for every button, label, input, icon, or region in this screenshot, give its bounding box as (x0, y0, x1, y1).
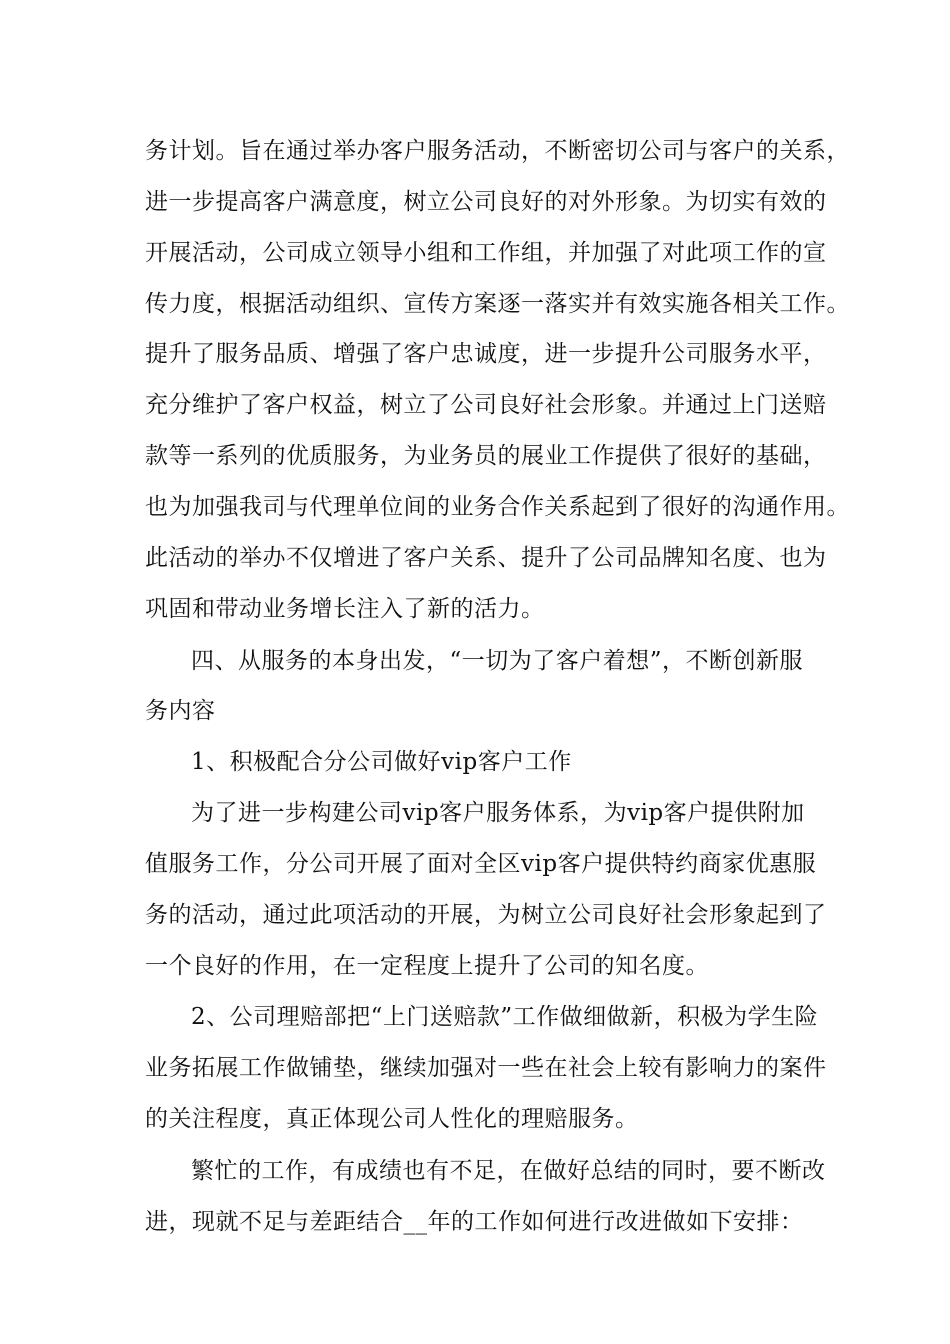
paragraph-line: 繁忙的工作，有成绩也有不足，在做好总结的同时，要不断改 (191, 1158, 826, 1184)
subsection-heading: 2、公司理赔部把“上门送赔款”工作做细做新，积极为学生险 (191, 1004, 819, 1030)
paragraph-line: 提升了服务品质、增强了客户忠诚度，进一步提升公司服务水平， (145, 341, 827, 367)
paragraph-line: 传力度，根据活动组织、宣传方案逐一落实并有效实施各相关工作。 (145, 291, 850, 317)
paragraph-line: 值服务工作，分公司开展了面对全区vip客户提供特约商家优惠服 (145, 851, 817, 877)
paragraph-line: 一个良好的作用，在一定程度上提升了公司的知名度。 (145, 953, 709, 979)
paragraph-line: 进，现就不足与差距结合__年的工作如何进行改进做如下安排： (145, 1209, 804, 1235)
paragraph-line: 为了进一步构建公司vip客户服务体系，为vip客户提供附加 (191, 800, 805, 826)
paragraph-line: 款等一系列的优质服务，为业务员的展业工作提供了很好的基础， (145, 443, 827, 469)
paragraph-line: 此活动的举办不仅增进了客户关系、提升了公司品牌知名度、也为 (145, 545, 827, 571)
section-heading-continued: 务内容 (145, 698, 216, 724)
paragraph-line: 务的活动，通过此项活动的开展，为树立公司良好社会形象起到了 (145, 902, 827, 928)
paragraph-line: 业务拓展工作做铺垫，继续加强对一些在社会上较有影响力的案件 (145, 1055, 827, 1081)
paragraph-line: 务计划。旨在通过举办客户服务活动，不断密切公司与客户的关系， (145, 138, 850, 164)
paragraph-line: 的关注程度，真正体现公司人性化的理赔服务。 (145, 1106, 639, 1132)
paragraph-line: 进一步提高客户满意度，树立公司良好的对外形象。为切实有效的 (145, 189, 827, 215)
paragraph-line: 巩固和带动业务增长注入了新的活力。 (145, 596, 545, 622)
paragraph-line: 也为加强我司与代理单位间的业务合作关系起到了很好的沟通作用。 (145, 494, 850, 520)
subsection-heading: 1、积极配合分公司做好vip客户工作 (191, 749, 572, 775)
paragraph-line: 开展活动，公司成立领导小组和工作组，并加强了对此项工作的宣 (145, 240, 827, 266)
paragraph-line: 充分维护了客户权益，树立了公司良好社会形象。并通过上门送赔 (145, 392, 827, 418)
section-heading: 四、从服务的本身出发，“一切为了客户着想”，不断创新服 (191, 648, 804, 674)
